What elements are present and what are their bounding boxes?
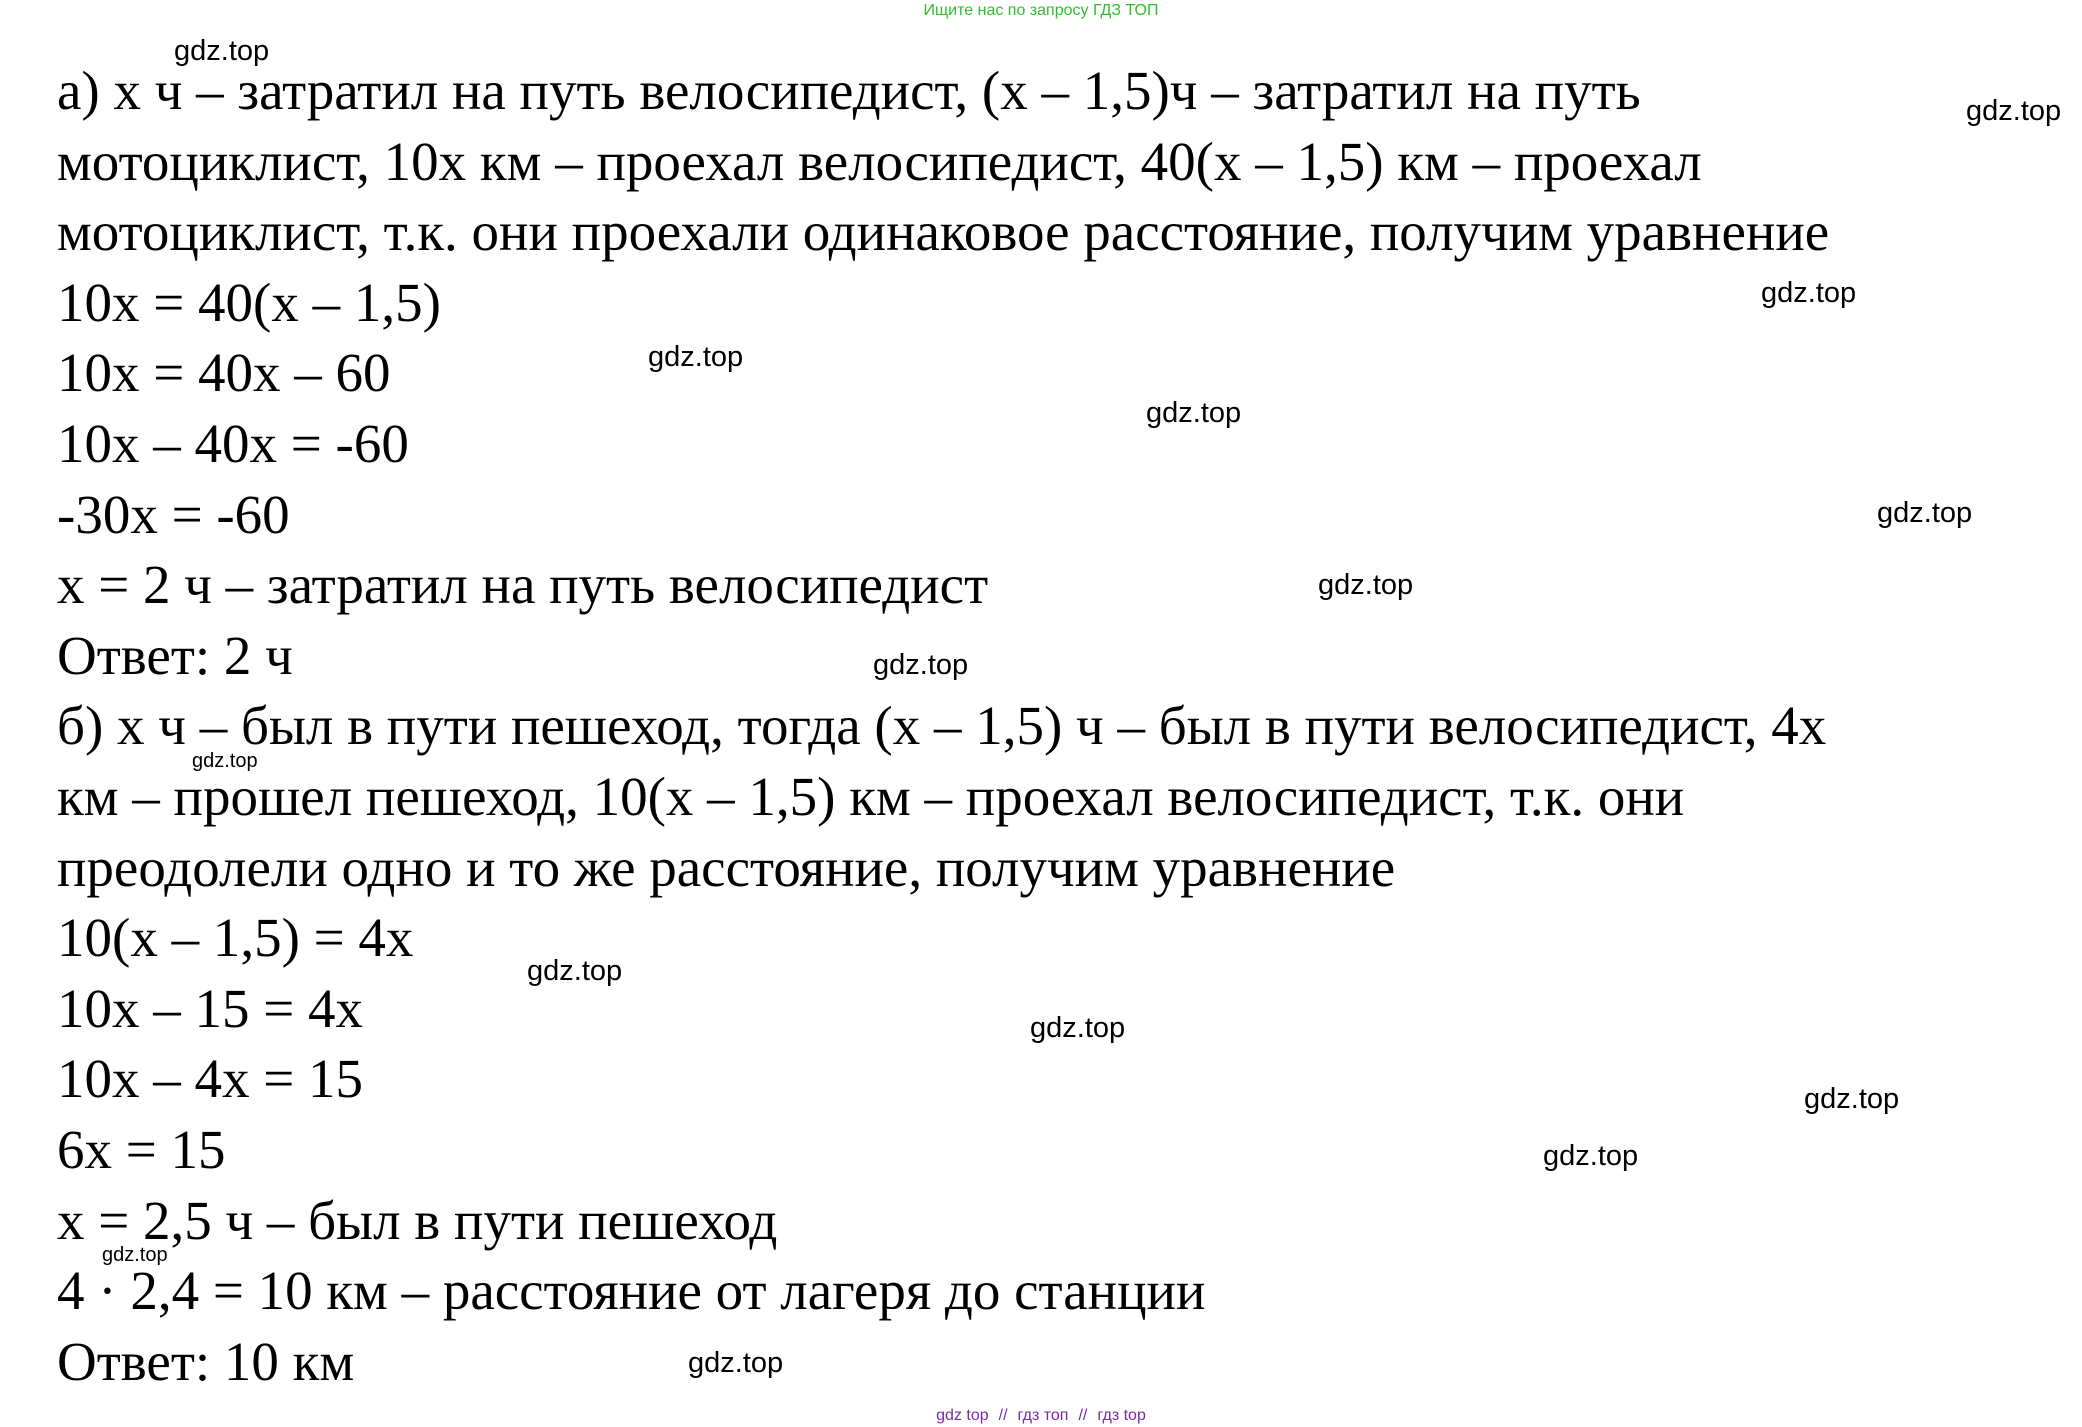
equation-line: 10x – 15 = 4x (57, 977, 364, 1039)
footer-link[interactable]: гдз топ (1017, 1407, 1069, 1424)
answer-line: Ответ: 2 ч (57, 624, 293, 686)
footer-links (0, 1406, 2082, 1426)
solution-line: б) x ч – был в пути пешеход, тогда (x – 1,5) ч – был в пути велосипедист, 4x (57, 695, 1827, 757)
footer-link[interactable]: гдз top (1097, 1407, 1146, 1424)
solution-line: мотоциклист, т.к. они проехали одинаковое расстояние, получим уравнение (57, 201, 1830, 263)
equation-line: 10x = 40x – 60 (57, 342, 391, 404)
watermark: gdz.top (1030, 1012, 1126, 1044)
watermark: gdz.top (192, 750, 258, 772)
watermark: gdz.top (688, 1347, 784, 1379)
watermark: gdz.top (1318, 569, 1414, 601)
equation-line: 6x = 15 (57, 1118, 226, 1180)
watermark: gdz.top (873, 649, 969, 681)
equation-line: 10x = 40(x – 1,5) (57, 271, 441, 333)
equation-line: -30x = -60 (57, 483, 290, 545)
footer-separator: // (1078, 1407, 1088, 1424)
equation-line: x = 2 ч – затратил на путь велосипедист (57, 554, 989, 616)
top-banner: Ищите нас по запросу ГДЗ ТОП (923, 2, 1159, 19)
watermark: gdz.top (174, 35, 270, 67)
watermark: gdz.top (1804, 1083, 1900, 1115)
watermark: gdz.top (527, 955, 623, 987)
watermark: gdz.top (102, 1244, 168, 1266)
watermark: gdz.top (1146, 397, 1242, 429)
watermark: gdz.top (1761, 277, 1857, 309)
equation-line: 10x – 40x = -60 (57, 412, 409, 474)
watermark: gdz.top (1877, 497, 1973, 529)
solution-line: преодолели одно и то же расстояние, получим уравнение (57, 836, 1396, 898)
solution-line: а) x ч – затратил на путь велосипедист, (x – 1,5)ч – затратил на путь (57, 60, 1641, 121)
equation-line: x = 2,5 ч – был в пути пешеход (57, 1189, 778, 1251)
equation-line: 10x – 4x = 15 (57, 1048, 364, 1110)
watermark: gdz.top (1543, 1140, 1639, 1172)
watermark: gdz.top (1966, 95, 2062, 127)
footer-link[interactable]: gdz top (936, 1407, 989, 1424)
solution-line: мотоциклист, 10x км – проехал велосипедист, 40(x – 1,5) км – проехал (57, 130, 1702, 192)
equation-line: 10(x – 1,5) = 4x (57, 907, 414, 969)
solution-text (57, 56, 2027, 1397)
footer-separator: // (998, 1407, 1008, 1424)
answer-line: Ответ: 10 км (57, 1330, 355, 1392)
watermark: gdz.top (648, 341, 744, 373)
equation-line: 4 · 2,4 = 10 км – расстояние от лагеря до станции (57, 1260, 1206, 1322)
solution-line: км – прошел пешеход, 10(x – 1,5) км – проехал велосипедист, т.к. они (57, 765, 1685, 827)
